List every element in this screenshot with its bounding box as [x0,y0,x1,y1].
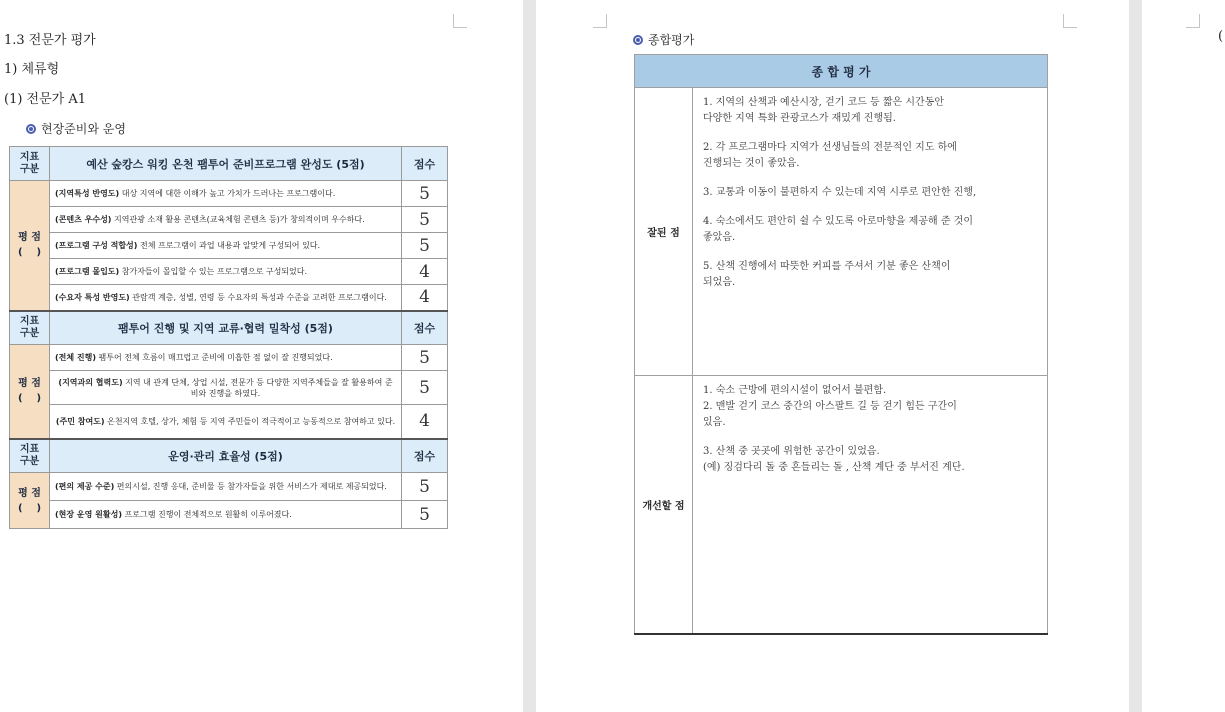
improvement-notes [693,376,1048,634]
criterion-row [10,259,448,285]
criterion-description: 팸투어 전체 흐름이 매끄럽고 준비에 미흡한 점 없이 잘 진행되었다. [96,353,333,362]
crop-mark [1063,14,1077,28]
expert-heading: (1) 전문가 A1 [4,92,87,107]
handwritten-note-line: 진행되는 것이 좋았음. [703,158,800,169]
section-title: 운영·관리 효율성 (5점) [50,439,402,473]
document-page-1 [0,0,523,712]
note-spacer [703,128,1041,141]
criterion-text [50,345,402,371]
criterion-text [50,181,402,207]
document-page-2 [536,0,1129,712]
handwritten-score: 5 [402,181,448,207]
note-spacer [703,247,1041,260]
criterion-text [50,259,402,285]
evaluation-table [9,146,448,529]
summary-table-title: 종 합 평 가 [635,55,1048,88]
handwritten-note-line: 있음. [703,417,726,428]
criterion-description: 지역 내 관계 단체, 상업 시설, 전문가 등 다양한 지역주체들을 잘 활용하여 준비와 진행을 하였다. [122,377,393,398]
handwritten-note-line: 좋았음. [703,232,736,243]
criterion-name: (지역과의 협력도) [58,377,123,387]
summary-table [634,54,1048,635]
criterion-description: 관람객 계층, 성별, 연령 등 수요자의 특성과 수준을 고려한 프로그램이다. [129,292,387,302]
rating-label: 평 점 ( ) [10,345,50,439]
criterion-row [10,405,448,439]
criterion-row [10,371,448,405]
rating-label: 평 점 ( ) [10,181,50,311]
criterion-row [10,181,448,207]
note-spacer [703,173,1041,186]
criterion-text [50,233,402,259]
improvement-label: 개선할 점 [635,376,693,634]
handwritten-score: 4 [402,405,448,439]
section-title: 팸투어 진행 및 지역 교류·협력 밀착성 (5점) [50,311,402,345]
criterion-row [10,285,448,311]
indicator-category-label: 지표 구분 [10,147,50,181]
handwritten-score: 5 [402,233,448,259]
section-header-row [10,439,448,473]
criterion-name: (지역특성 반영도) [55,189,120,198]
handwritten-score: 5 [402,371,448,405]
handwritten-score: 5 [402,501,448,529]
handwritten-note-line: 3. 교통과 이동이 불편하지 수 있는데 지역 시루로 편안한 진행, [703,187,977,198]
handwritten-score: 4 [402,285,448,311]
handwritten-score: 5 [402,345,448,371]
criterion-description: 온천지역 호텔, 상가, 체험 등 지역 주민들이 적극적이고 능동적으로 참여하고 있다. [104,416,396,426]
indicator-category-label: 지표 구분 [10,311,50,345]
handwritten-note-line: 1. 지역의 산책과 예산시장, 걷기 코드 등 짧은 시간동안 [703,97,945,108]
handwritten-score: 5 [402,473,448,501]
criterion-row [10,501,448,529]
handwritten-score: 4 [402,259,448,285]
subheading-text: 현장준비와 운영 [41,122,126,136]
criterion-text [50,371,402,405]
criterion-name: (전체 진행) [55,353,97,362]
criterion-description: 지역관광 소재 활용 콘텐츠(교육체험 콘텐츠 등)가 창의적이며 우수하다. [111,215,365,224]
criterion-name: (프로그램 구성 적합성) [55,241,138,250]
handwritten-score: 5 [402,207,448,233]
criterion-name: (수요자 특성 반영도) [55,292,130,302]
rating-label: 평 점 ( ) [10,473,50,529]
handwritten-note-line: 다양한 지역 특화 관광코스가 재밌게 진행됨. [703,113,896,124]
section-title: 예산 숲캉스 워킹 온천 팸투어 준비프로그램 완성도 (5점) [50,147,402,181]
criterion-name: (콘텐츠 우수성) [55,215,112,224]
criterion-row [10,233,448,259]
handwritten-note-line: 2. 각 프로그램마다 지역가 선생님들의 전문적인 지도 하에 [703,142,957,153]
section-header-row [10,311,448,345]
criterion-description: 편의시설, 진행 응대, 준비물 등 참가자들을 위한 서비스가 제대로 제공되었다. [114,482,387,491]
handwritten-note-line: 3. 산책 중 곳곳에 위험한 공간이 있었음. [703,446,880,457]
subheading-row [633,31,694,48]
note-spacer [703,202,1041,215]
criterion-text [50,405,402,439]
criterion-name: (현장 운영 원활성) [55,510,122,519]
criterion-description: 전체 프로그램이 과업 내용과 알맞게 구성되어 있다. [137,241,321,250]
note-spacer [703,432,1041,445]
criterion-text [50,473,402,501]
criterion-description: 참가자들이 몰입할 수 있는 프로그램으로 구성되었다. [119,267,308,276]
criterion-row [10,473,448,501]
points-header: 점수 [402,147,448,181]
good-points-label: 잘된 점 [635,88,693,376]
page3-edge-text: ( [1218,29,1224,44]
circle-bullet-icon [26,124,36,134]
criterion-name: (프로그램 몰입도) [55,267,120,276]
section-header-row [10,147,448,181]
handwritten-note-line: 되었음. [703,277,736,288]
criterion-text [50,501,402,529]
subheading-text: 종합평가 [648,33,695,47]
crop-mark [1186,14,1200,28]
section-heading: 1.3 전문가 평가 [4,33,96,48]
handwritten-note-line: 2. 맨발 걷기 코스 중간의 아스팔트 길 등 걷기 힘든 구간이 [703,401,957,412]
type-heading: 1) 체류형 [4,62,60,77]
indicator-category-label: 지표 구분 [10,439,50,473]
good-points-notes [693,88,1048,376]
handwritten-note-line: 1. 숙소 근방에 편의시설이 없어서 불편함. [703,385,887,396]
criterion-row [10,207,448,233]
criterion-name: (편의 제공 수준) [55,482,115,491]
crop-mark [453,14,467,28]
points-header: 점수 [402,439,448,473]
criterion-row [10,345,448,371]
criterion-description: 프로그램 진행이 전체적으로 원활히 이루어졌다. [121,510,292,519]
criterion-text [50,207,402,233]
points-header: 점수 [402,311,448,345]
document-page-3 [1142,0,1225,712]
criterion-description: 대상 지역에 대한 이해가 높고 가치가 드러나는 프로그램이다. [119,189,336,198]
criterion-text [50,285,402,311]
crop-mark [593,14,607,28]
handwritten-note-line: (예) 징검다리 돌 중 흔들리는 돌 , 산책 계단 중 부서진 계단. [703,462,965,473]
handwritten-note-line: 4. 숙소에서도 편안히 쉴 수 있도록 아로마향을 제공해 준 것이 [703,216,973,227]
criterion-name: (주민 참여도) [55,416,105,426]
handwritten-note-line: 5. 산책 진행에서 따뜻한 커피를 주셔서 기분 좋은 산책이 [703,261,951,272]
subheading-row [26,120,126,137]
circle-bullet-icon [633,35,643,45]
